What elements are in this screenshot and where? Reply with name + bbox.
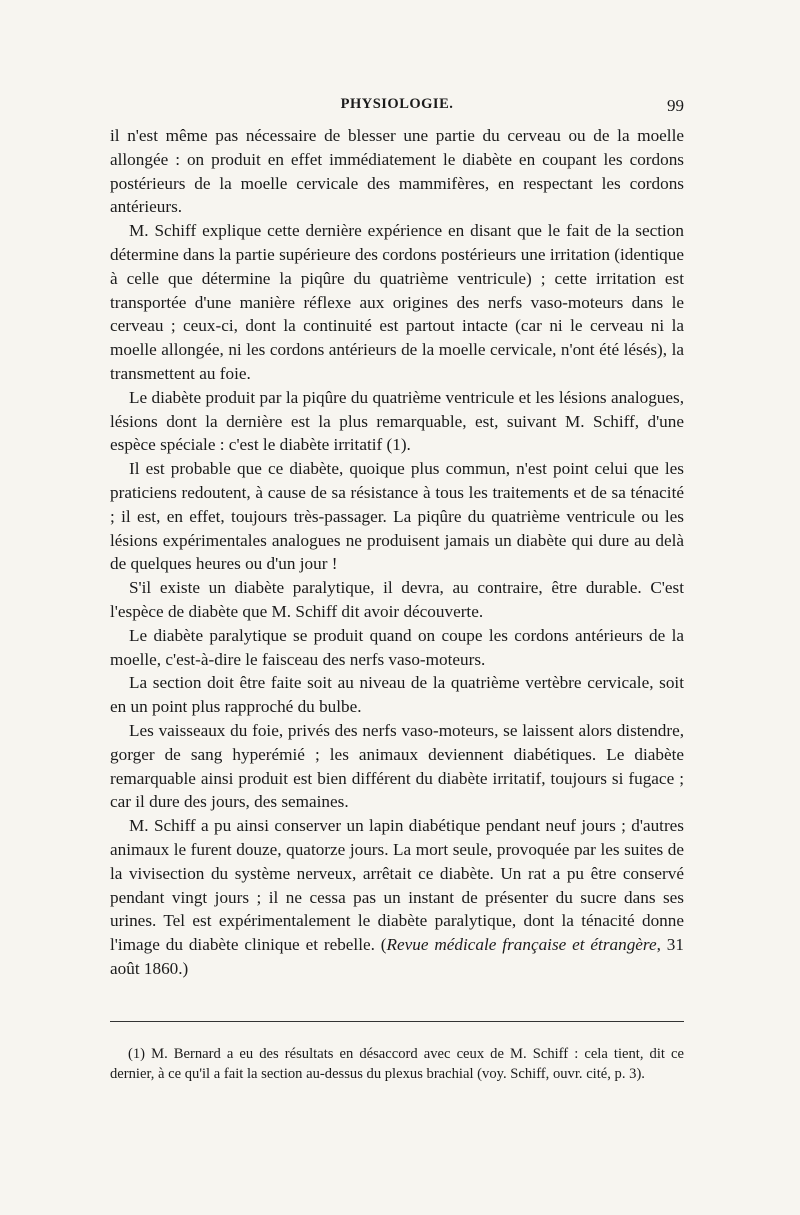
paragraph-text: M. Schiff a pu ainsi conserver un lapin diabétique pendant neuf jours ; d'autres animaux le furent douze, quatorze jours. La mort seule, provoquée par les suites de la vivisection du système nerveux, arrêtait ce diabète. Un rat a pu être conservé pendant vingt jours ; il ne cessa pas un instant de présenter du sucre dans ses urines. Tel est expérimentalement le diabète paralytique, dont la ténacité donne l'image du diabète clinique et rebelle. ( [110,816,684,955]
paragraph: Le diabète paralytique se produit quand on coupe les cordons antérieurs de la moelle, c'est-à-dire le faisceau des nerfs vaso-moteurs. [110,625,684,669]
body-text [110,124,684,981]
paragraph: Les vaisseaux du foie, privés des nerfs vaso-moteurs, se laissent alors distendre, gorger de sang hyperémié ; les animaux deviennent diabétiques. Le diabète remarquable ainsi produit est bien différent du diabète irritatif, toujours si fugace ; car il dure des jours, des semaines. [110,720,684,812]
paragraph: M. Schiff explique cette dernière expérience en disant que le fait de la section détermine dans la partie supérieure des cordons postérieurs une irritation (identique à celle que détermine la piqûre du quatrième ventricule) ; cette irritation est transportée d'une manière réflexe aux origines des nerfs vaso-moteurs dans le cerveau ; ceux-ci, dont la continuité est partout intacte (car ni le cerveau ni la moelle allongée, ni les cordons antérieurs de la moelle cervicale, n'ont été lésés), la transmettent au foie. [110,221,684,383]
running-title: PHYSIOLOGIE. [340,96,454,112]
citation-date: , 31 août 1860.) [110,935,684,978]
page-header [110,96,684,124]
paragraph: Le diabète produit par la piqûre du quatrième ventricule et les lésions analogues, lésions dont la dernière est la plus remarquable, est, suivant M. Schiff, d'une espèce spéciale : c'est le diabète irritatif (1). [110,387,684,455]
footnote-separator [110,1021,684,1022]
page-number: 99 [667,96,684,115]
paragraph: S'il existe un diabète paralytique, il devra, au contraire, être durable. C'est l'espèce de diabète que M. Schiff dit avoir découverte. [110,578,684,621]
book-page [110,96,684,1085]
footnote: (1) M. Bernard a eu des résultats en désaccord avec ceux de M. Schiff : cela tient, dit ce dernier, à ce qu'il a fait la section au-dessus du plexus brachial (voy. Schiff, ouvr. cité, p. 3). [110,1045,684,1083]
paragraph: La section doit être faite soit au niveau de la quatrième vertèbre cervicale, soit en un point plus rapproché du bulbe. [110,673,684,717]
paragraph: il n'est même pas nécessaire de blesser une partie du cerveau ou de la moelle allongée : on produit en effet immédiatement le diabète en coupant les cordons postérieurs de la moelle cervicale des mammifères, en respectant les cordons antérieurs. [110,126,684,217]
paragraph: Il est probable que ce diabète, quoique plus commun, n'est point celui que les praticiens redoutent, à cause de sa résistance à tous les traitements et de sa ténacité ; il est, en effet, toujours très-passager. La piqûre du quatrième ventricule ou les lésions expérimentales analogues ne produisent jamais un diabète qui dure au delà de quelques heures ou d'un jour ! [110,459,684,574]
paragraph-last [110,814,684,981]
citation-source: Revue médicale française et étrangère [386,935,657,955]
